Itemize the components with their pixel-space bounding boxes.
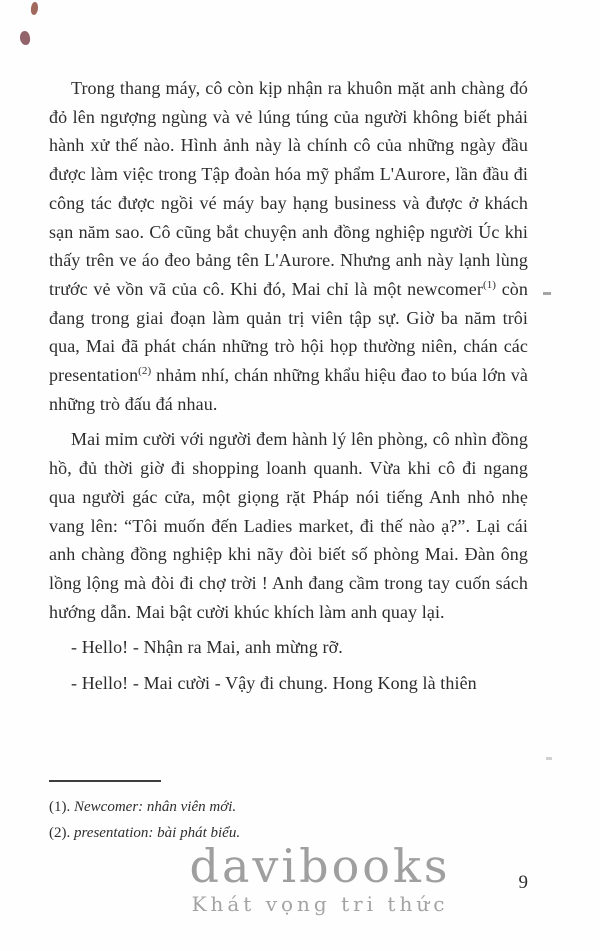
scan-mark-top-2 — [19, 31, 30, 46]
footnote-1-text: Newcomer: nhân viên mới. — [74, 799, 237, 815]
page-text — [49, 74, 528, 705]
footnote-divider — [49, 780, 161, 782]
footnote-ref-1: (1) — [482, 278, 497, 291]
paragraph-1 — [49, 74, 528, 418]
page-number: 9 — [518, 872, 528, 893]
paragraph-1-segment: còn đang trong giai đoạn làm quản trị viên tập sự. Giờ ba năm trôi qua, Mai đã phát chán những trò hội họp thường niên, chán các presentation — [49, 278, 528, 386]
footnote-ref-2: (2) — [138, 365, 152, 378]
footnote-2-text: presentation: bài phát biểu. — [74, 825, 241, 841]
footnote-2-marker: (2). — [49, 825, 74, 841]
paragraph-1-segment: Trong thang máy, cô còn kịp nhận ra khuôn mặt anh chàng đó đỏ lên ngượng ngùng và vẻ lúng túng của người không biết phải hành xử thế nào. Hình ảnh này là chính cô của những ngày đầu được làm việc trong Tập đoàn hóa mỹ phẩm L'Aurore, lần đầu đi công tác được ngồi vé máy bay hạng business và được ở khách sạn năm sao. Cô cũng bắt chuyện anh đồng nghiệp người Úc khi thấy trên ve áo đeo bảng tên L'Aurore. Nhưng anh này lạnh lùng trước vẻ vồn vã của cô. Khi đó, Mai chỉ là một newcomer — [49, 78, 528, 299]
footnote-1-marker: (1). — [49, 799, 74, 815]
watermark-brand: davibooks — [189, 839, 451, 893]
paragraph-2: Mai mỉm cười với người đem hành lý lên phòng, cô nhìn đồng hồ, đủ thời giờ đi shopping loanh quanh. Vừa khi cô đi ngang qua người gác cửa, một giọng rặt Pháp nói tiếng Anh nhỏ nhẹ vang lên: “Tôi muốn đến Ladies market, đi thế nào ạ?”. Lại cái anh chàng đồng nghiệp khi nãy đòi biết số phòng Mai. Đàn ông lồng lộng mà đòi đi chợ trời ! Anh đang cầm trong tay cuốn sách hướng dẫn. Mai bật cười khúc khích làm anh quay lại. — [49, 429, 528, 622]
scan-mark-right-1 — [543, 292, 551, 295]
dialogue-line-1: - Hello! - Nhận ra Mai, anh mừng rỡ. — [71, 637, 343, 658]
watermark-tagline: Khát vọng tri thức — [191, 892, 449, 917]
footnote-1 — [49, 794, 528, 820]
footnote-section — [49, 780, 528, 846]
scan-mark-top-1 — [30, 2, 39, 16]
footnote-2 — [49, 820, 528, 846]
dialogue-line-2: - Hello! - Mai cười - Vậy đi chung. Hong Kong là thiên — [71, 673, 477, 694]
scan-mark-right-2 — [546, 757, 552, 760]
watermark — [20, 839, 600, 917]
paragraph-1-segment: nhảm nhí, chán những khẩu hiệu đao to búa lớn và những trò đấu đá nhau. — [49, 365, 528, 414]
